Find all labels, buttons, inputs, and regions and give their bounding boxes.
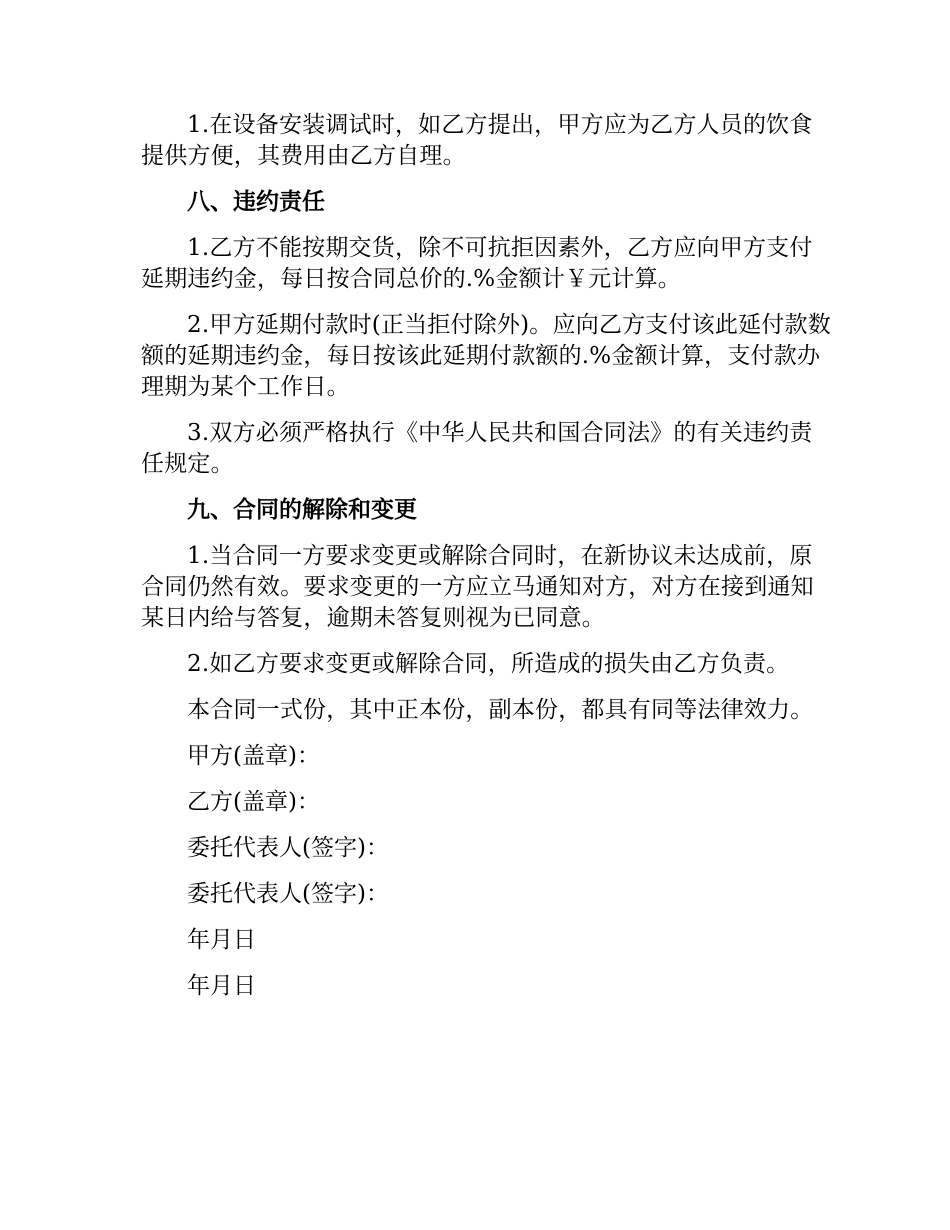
signature-representative-a: 委托代表人(签字)： [187, 835, 389, 861]
signature-date-a: 年月日 [187, 927, 256, 953]
contract-page [141, 110, 831, 1017]
section-heading-breach: 八、违约责任 [187, 189, 325, 215]
clause-breach-2: 2.甲方延期付款时(正当拒付除外)。应向乙方支付该此延付款数额的延期违约金，每日按该此延期付款额的.%金额计算，支付款办理期为某个工作日。 [141, 312, 831, 400]
clause-termination-2: 2.如乙方要求变更或解除合同，所造成的损失由乙方负责。 [187, 651, 790, 677]
signature-party-a: 甲方(盖章)： [187, 743, 320, 769]
clause-breach-1: 1.乙方不能按期交货，除不可抗拒因素外，乙方应向甲方支付延期违约金，每日按合同总价的.%金额计￥元计算。 [141, 235, 813, 292]
signature-party-b: 乙方(盖章)： [187, 789, 320, 815]
clause-termination-1: 1.当合同一方要求变更或解除合同时，在新协议未达成前，原合同仍然有效。要求变更的一方应立马通知对方，对方在接到通知某日内给与答复，逾期未答复则视为已同意。 [141, 543, 814, 631]
clause-breach-3: 3.双方必须严格执行《中华人民共和国合同法》的有关违约责任规定。 [141, 420, 813, 477]
clause-copies: 本合同一式份，其中正本份，副本份，都具有同等法律效力。 [187, 697, 814, 723]
section-heading-termination: 九、合同的解除和变更 [187, 497, 417, 523]
signature-representative-b: 委托代表人(签字)： [187, 881, 389, 907]
clause-equipment-install: 1.在设备安装调试时，如乙方提出，甲方应为乙方人员的饮食提供方便，其费用由乙方自理。 [141, 112, 813, 169]
signature-date-b: 年月日 [187, 973, 256, 999]
